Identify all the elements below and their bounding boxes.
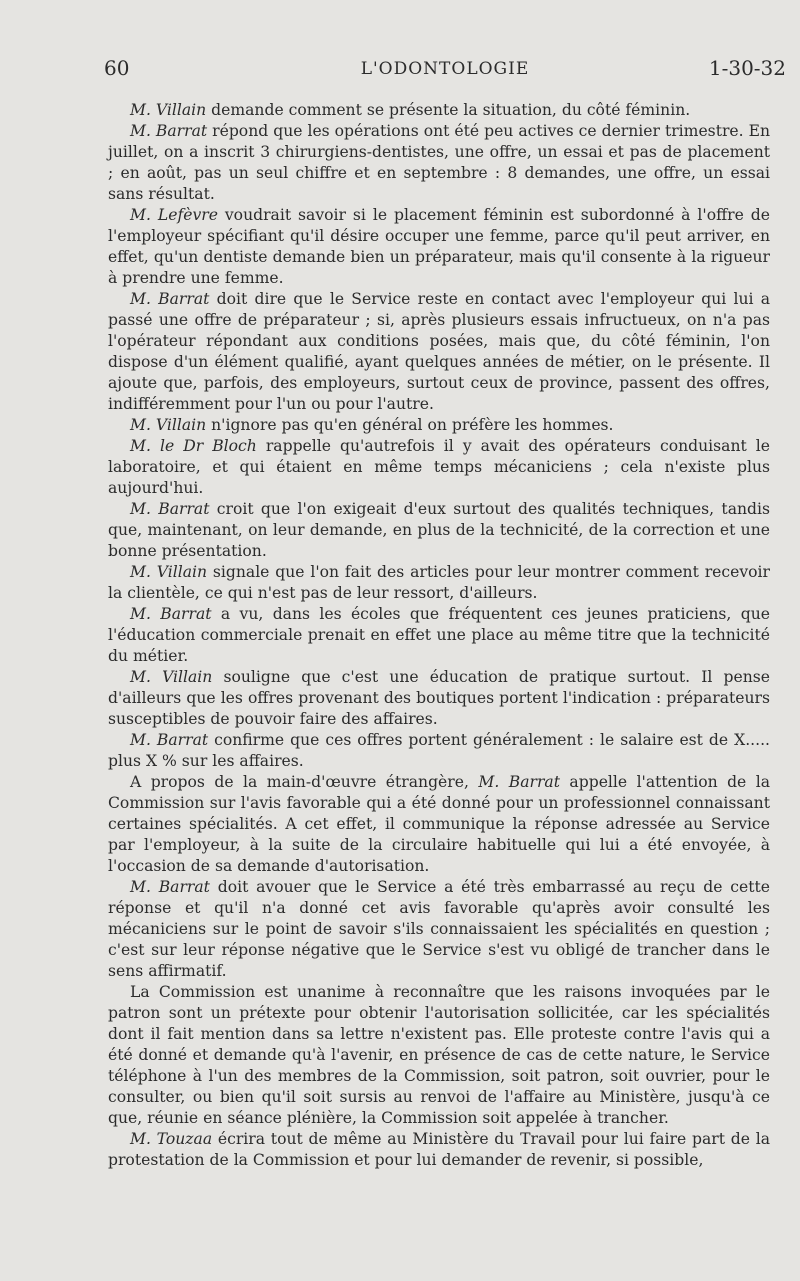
speaker-name: M. le Dr Bloch — [130, 437, 257, 455]
paragraph: A propos de la main-d'œuvre étrangère, M. Barrat appelle l'attention de la Commission sur l'avis favorable qui a été donné pour un professionnel connaissant certaines spécialités. A cet effet, il communique la réponse adressée au Service par l'employeur, à la suite de la circulaire habituelle qui lui a été envoyée, à l'occasion de sa demande d'autorisation. — [108, 773, 771, 875]
paragraph: M. Barrat doit avouer que le Service a été très embarrassé au reçu de cette réponse et qu'il n'a donné cet avis favorable qu'après avoir consulté les mécaniciens sur le point de savoir s'ils connaissaient les spécialités en question ; c'est sur leur réponse négative que le Service s'est vu obligé de trancher dans le sens affirmatif. — [108, 878, 771, 980]
paragraph: M. Barrat croit que l'on exigeait d'eux surtout des qualités techniques, tandis que, maintenant, on leur demande, en plus de la technicité, de la correction et une bonne présentation. — [108, 500, 771, 560]
paragraph: M. Villain signale que l'on fait des articles pour leur montrer comment recevoir la clientèle, ce qui n'est pas de leur ressort, d'ailleurs. — [108, 563, 770, 602]
speaker-name: M. Barrat — [130, 122, 208, 140]
speaker-name: M. Villain — [130, 101, 207, 119]
page-number: 60 — [104, 56, 130, 80]
paragraph: M. le Dr Bloch rappelle qu'autrefois il y avait des opérateurs conduisant le laboratoire, et qui étaient en même temps mécaniciens ; cela n'existe plus aujourd'hui. — [108, 437, 771, 497]
journal-title: L'ODONTOLOGIE — [360, 59, 530, 79]
speaker-name: M. Barrat — [130, 878, 210, 896]
paragraph: M. Touzaa écrira tout de même au Ministère du Travail pour lui faire part de la protestation de la Commission et pour lui demander de revenir, si possible, — [108, 1130, 771, 1169]
speaker-name: M. Villain — [130, 563, 208, 581]
speaker-name: M. Villain — [130, 416, 207, 434]
paragraph: M. Villain demande comment se présente la situation, du côté féminin. — [130, 101, 691, 119]
paragraph: La Commission est unanime à reconnaître que les raisons invoquées par le patron sont un prétexte pour obtenir l'autorisation sollicitée, car les spécialités dont il fait mention dans sa lettre n'existent pas. Elle proteste contre l'avis qui a été donné et demande qu'à l'avenir, en présence de cas de cette nature, le Service téléphone à l'un des membres de la Commission, soit patron, soit ouvrier, pour le consulter, ou bien qu'il soit sursis au renvoi de l'affaire au Ministère, jusqu'à ce que, réunie en séance plénière, la Commission soit appelée à trancher. — [108, 983, 770, 1127]
paragraph: M. Barrat confirme que ces offres portent généralement : le salaire est de X..... plus X % sur les affaires. — [108, 731, 771, 770]
running-header — [104, 56, 786, 86]
speaker-name: M. Barrat — [130, 290, 210, 308]
paragraph: M. Villain n'ignore pas qu'en général on préfère les hommes. — [130, 416, 614, 434]
speaker-name: M. Barrat — [478, 773, 560, 791]
issue-number: 1-30-32 — [708, 56, 786, 80]
paragraph: M. Lefèvre voudrait savoir si le placement féminin est subordonné à l'offre de l'employeur spécifiant qu'il désire occuper une femme, parce qu'il peut arriver, en effet, qu'un dentiste demande bien un préparateur, mais qu'il consente à la rigueur à prendre une femme. — [108, 206, 770, 287]
paragraph: M. Villain souligne que c'est une éducation de pratique surtout. Il pense d'ailleurs que les offres provenant des boutiques portent l'indication : préparateurs susceptibles de pouvoir faire des affaires. — [108, 668, 770, 728]
speaker-name: M. Lefèvre — [130, 206, 218, 224]
body-text — [108, 100, 770, 1171]
speaker-name: M. Touzaa — [130, 1130, 213, 1148]
speaker-name: M. Villain — [130, 668, 213, 686]
paragraph: M. Barrat doit dire que le Service reste en contact avec l'employeur qui lui a passé une offre de préparateur ; si, après plusieurs essais infructueux, on n'a pas l'opérateur répondant aux conditions posées, mais que, du côté féminin, l'on dispose d'un élément qualifié, ayant quelques années de métier, on le présente. Il ajoute que, parfois, des employeurs, surtout ceux de province, passent des offres, indifféremment pour l'un ou pour l'autre. — [108, 290, 770, 413]
paragraph: M. Barrat a vu, dans les écoles que fréquentent ces jeunes praticiens, que l'éducation commerciale prenait en effet une place au même titre que la technicité du métier. — [108, 605, 770, 665]
speaker-name: M. Barrat — [130, 731, 209, 749]
speaker-name: M. Barrat — [130, 500, 210, 518]
paragraph: M. Barrat répond que les opérations ont été peu actives ce dernier trimestre. En juillet, on a inscrit 3 chirurgiens-dentistes, une offre, un essai et pas de placement ; en août, pas un seul chiffre et en septembre : 8 demandes, une offre, un essai sans résultat. — [108, 122, 771, 203]
speaker-name: M. Barrat — [130, 605, 212, 623]
